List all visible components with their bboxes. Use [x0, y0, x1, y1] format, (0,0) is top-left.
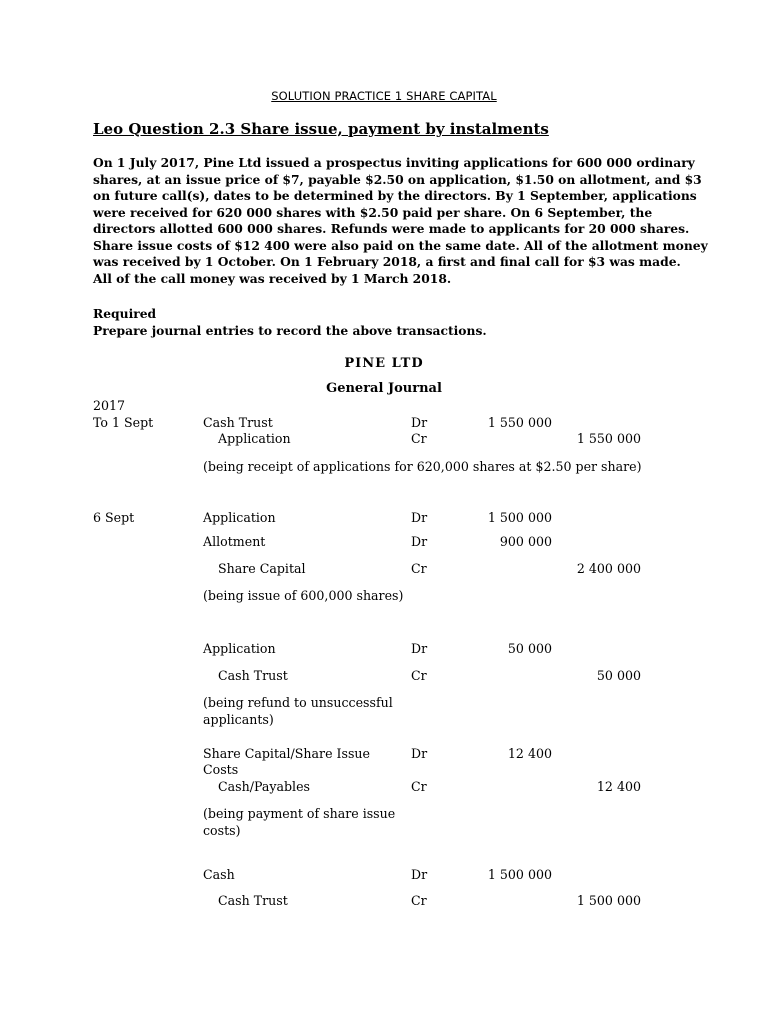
document-heading: SOLUTION PRACTICE 1 SHARE CAPITAL [271, 89, 497, 103]
entry-narration: (being issue of 600,000 shares) [203, 588, 404, 603]
question-line: On 1 July 2017, Pine Ltd issued a prospectus inviting applications for 600 000 ordinary [93, 155, 695, 170]
entry-account: Costs [203, 762, 239, 777]
debit-amount: 1 500 000 [487, 867, 552, 882]
journal-title: General Journal [326, 381, 442, 396]
entry-narration: applicants) [203, 712, 274, 727]
entry-account: Application [203, 510, 276, 525]
question-text [93, 155, 708, 287]
journal-year: 2017 [93, 398, 126, 413]
entry-side: Dr [411, 415, 428, 430]
credit-amount: 1 500 000 [576, 893, 641, 908]
question-line: was received by 1 October. On 1 February 2018, a first and final call for $3 was made. [93, 254, 681, 269]
entry-account: Cash/Payables [218, 779, 311, 794]
entry-side: Cr [411, 561, 427, 576]
debit-amount: 12 400 [507, 746, 552, 761]
question-title: Leo Question 2.3 Share issue, payment by instalments [93, 120, 549, 138]
question-line: directors allotted 600 000 shares. Refunds were made to applicants for 20 000 shares. [93, 221, 690, 236]
entry-account: Application [218, 431, 291, 446]
entry-side: Dr [411, 746, 428, 761]
entry-side: Cr [411, 668, 427, 683]
question-line: were received for 620 000 shares with $2.50 paid per share. On 6 September, the [93, 204, 653, 220]
debit-amount: 900 000 [499, 534, 552, 549]
entry-account: Application [203, 641, 276, 656]
entry-side: Cr [411, 779, 427, 794]
required-label: Required [93, 306, 157, 321]
prepare-instruction: Prepare journal entries to record the above transactions. [93, 323, 487, 338]
debit-amount: 50 000 [507, 641, 552, 656]
question-line: Share issue costs of $12 400 were also paid on the same date. All of the allotment money [93, 237, 708, 253]
entry-side: Dr [411, 641, 428, 656]
entry-account: Cash Trust [203, 415, 273, 430]
entry-side: Dr [411, 534, 428, 549]
entry-side: Cr [411, 431, 427, 446]
credit-amount: 12 400 [596, 779, 641, 794]
entry-account: Cash Trust [218, 893, 288, 908]
debit-amount: 1 550 000 [487, 415, 552, 430]
question-line: All of the call money was received by 1 March 2018. [93, 270, 452, 286]
entry-side: Cr [411, 893, 427, 908]
credit-amount: 50 000 [596, 668, 641, 683]
credit-amount: 2 400 000 [576, 561, 641, 576]
question-line: shares, at an issue price of $7, payable $2.50 on application, $1.50 on allotment, and $3 [93, 171, 702, 187]
debit-amount: 1 500 000 [487, 510, 552, 525]
entry-account: Share Capital/Share Issue [203, 746, 370, 761]
entry-date: To 1 Sept [93, 415, 154, 430]
entry-account: Allotment [203, 534, 266, 549]
entry-narration: (being refund to unsuccessful [203, 695, 393, 710]
entry-narration: (being receipt of applications for 620,000 shares at $2.50 per share) [203, 459, 642, 474]
entry-side: Dr [411, 510, 428, 525]
question-line: on future call(s), dates to be determined by the directors. By 1 September, applications [93, 188, 697, 203]
entry-narration: costs) [203, 823, 241, 838]
entry-account: Share Capital [218, 561, 306, 576]
entry-date: 6 Sept [93, 510, 135, 525]
entry-account: Cash Trust [218, 668, 288, 683]
company-name: PINE LTD [344, 356, 424, 371]
entry-account: Cash [203, 867, 235, 882]
entry-narration: (being payment of share issue [203, 806, 396, 821]
entry-side: Dr [411, 867, 428, 882]
credit-amount: 1 550 000 [576, 431, 641, 446]
